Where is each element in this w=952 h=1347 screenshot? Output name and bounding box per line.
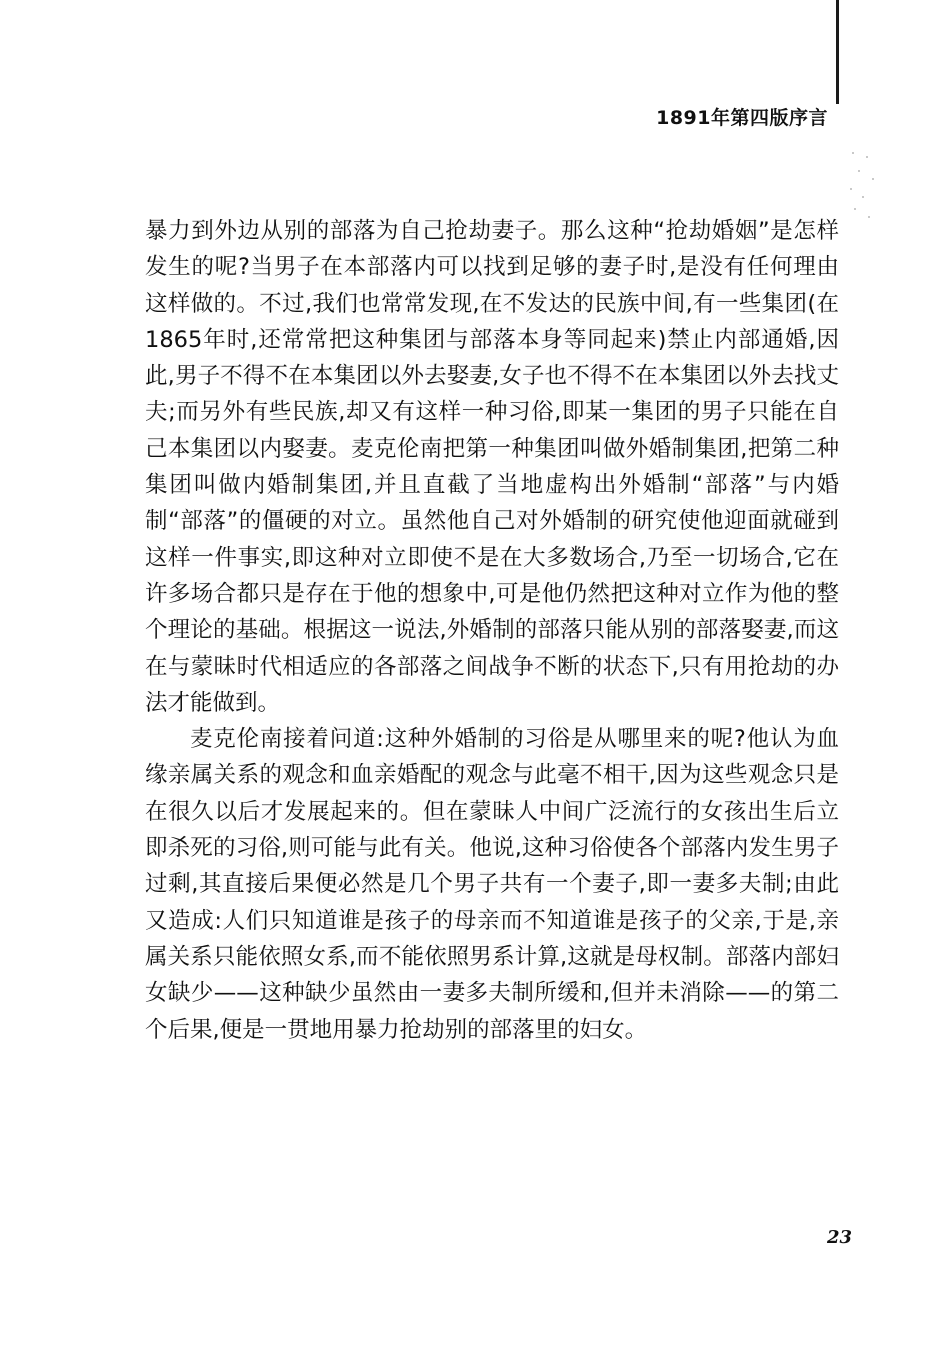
- body-text: [145, 213, 839, 1048]
- running-header-title: 1891年第四版序言: [656, 107, 828, 129]
- page-number: 23: [826, 1227, 852, 1248]
- paragraph-continued: 暴力到外边从别的部落为自己抢劫妻子。那么这种“抢劫婚姻”是怎样发生的呢?当男子在本部落内可以找到足够的妻子时,是没有任何理由这样做的。不过,我们也常常发现,在不发达的民族中间,有一些集团(在1865年时,还常常把这种集团与部落本身等同起来)禁止内部通婚,因此,男子不得不在本集团以外去娶妻,女子也不得不在本集团以外去找丈夫;而另外有些民族,却又有这样一种习俗,即某一集团的男子只能在自己本集团以内娶妻。麦克伦南把第一种集团叫做外婚制集团,把第二种集团叫做内婚制集团,并且直截了当地虚构出外婚制“部落”与内婚制“部落”的僵硬的对立。虽然他自己对外婚制的研究使他迎面就碰到这样一件事实,即这种对立即使不是在大多数场合,乃至一切场合,它在许多场合都只是存在于他的想象中,可是他仍然把这种对立作为他的整个理论的基础。根据这一说法,外婚制的部落只能从别的部落娶妻,而这在与蒙昧时代相适应的各部落之间战争不断的状态下,只有用抢劫的办法才能做到。: [145, 218, 839, 716]
- scan-speckle: [848, 150, 878, 230]
- page-edge-rule: [836, 0, 839, 104]
- paragraph: 麦克伦南接着问道:这种外婚制的习俗是从哪里来的呢?他认为血缘亲属关系的观念和血亲婚配的观念与此毫不相干,因为这些观念只是在很久以后才发展起来的。但在蒙昧人中间广泛流行的女孩出生后立即杀死的习俗,则可能与此有关。他说,这种习俗使各个部落内发生男子过剩,其直接后果便必然是几个男子共有一个妻子,即一妻多夫制;由此又造成:人们只知道谁是孩子的母亲而不知道谁是孩子的父亲,于是,亲属关系只能依照女系,而不能依照男系计算,这就是母权制。部落内部妇女缺少——这种缺少虽然由一妻多夫制所缓和,但并未消除——的第二个后果,便是一贯地用暴力抢劫别的部落里的妇女。: [145, 726, 839, 1043]
